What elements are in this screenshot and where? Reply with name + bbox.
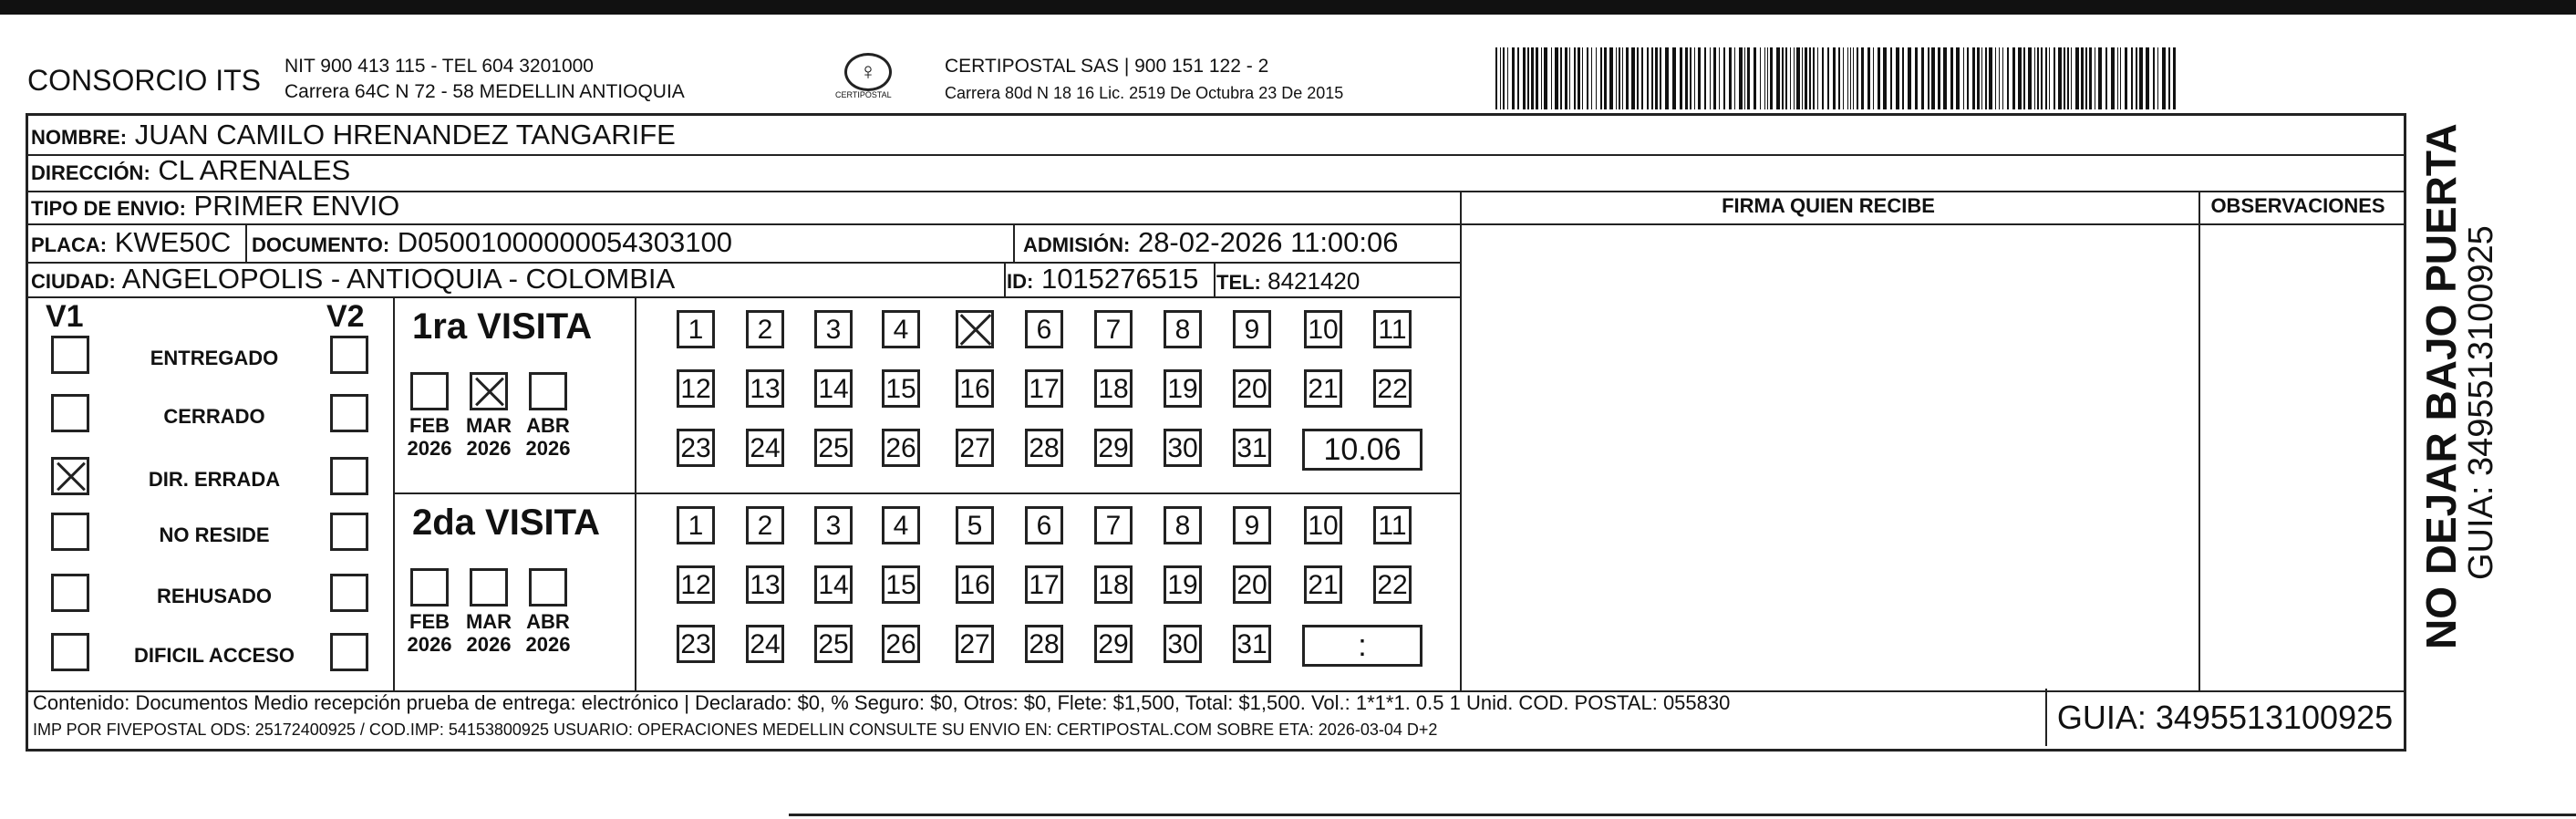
barcode-bar xyxy=(1853,47,1854,109)
month-year: 2026 xyxy=(466,633,512,656)
barcode-bar xyxy=(1817,47,1818,109)
month-label xyxy=(459,414,519,460)
barcode-bar xyxy=(2136,47,2137,109)
barcode-bar xyxy=(1747,47,1750,109)
barcode-bar xyxy=(1694,47,1695,109)
barcode-bar xyxy=(2018,47,2022,109)
day-box[interactable]: 22 xyxy=(1373,565,1412,604)
month-checkbox[interactable] xyxy=(470,372,508,410)
day-box[interactable]: 8 xyxy=(1164,506,1202,544)
barcode-bar xyxy=(1764,47,1765,109)
barcode-bar xyxy=(1754,47,1756,109)
barcode-bar xyxy=(2028,47,2032,109)
barcode-bar xyxy=(1641,47,1643,109)
barcode-bar xyxy=(1704,47,1706,109)
barcode-bar xyxy=(1680,47,1682,109)
day-box[interactable]: 26 xyxy=(882,625,920,663)
barcode-bar xyxy=(1908,47,1911,109)
barcode-bar xyxy=(2034,47,2035,109)
barcode-bar xyxy=(1989,47,1992,109)
barcode-bar xyxy=(1609,47,1613,109)
barcode-bar xyxy=(1622,47,1623,109)
barcode-bar xyxy=(1785,47,1787,109)
visit-title: 2da VISITA xyxy=(412,503,600,543)
barcode-bar xyxy=(1626,47,1629,109)
side-guia: GUIA: 3495513100925 xyxy=(2462,225,2500,580)
nit-line: NIT 900 413 115 - TEL 604 3201000 xyxy=(284,56,594,77)
barcode-bar xyxy=(1690,47,1691,109)
barcode-bar xyxy=(1698,47,1701,109)
barcode-bar xyxy=(1739,47,1743,109)
month-name: MAR xyxy=(465,610,512,633)
status-label: REHUSADO xyxy=(157,585,272,607)
barcode-bar xyxy=(2054,47,2055,109)
month-checkbox[interactable] xyxy=(529,568,567,606)
barcode-bar xyxy=(1555,47,1558,109)
month-name: ABR xyxy=(526,414,570,437)
v1-checkbox[interactable] xyxy=(51,336,89,374)
tipo-row xyxy=(31,190,399,225)
day-box[interactable]: 4 xyxy=(882,506,920,544)
barcode-bar xyxy=(1569,47,1570,109)
month-name: ABR xyxy=(526,610,570,633)
day-box[interactable]: 2 xyxy=(746,310,784,348)
day-box[interactable]: 11 xyxy=(1373,506,1412,544)
barcode-bar xyxy=(1931,47,1935,109)
barcode-bar xyxy=(1972,47,1975,109)
day-box[interactable]: 17 xyxy=(1025,369,1063,408)
barcode-bar xyxy=(2049,47,2050,109)
day-box[interactable]: 7 xyxy=(1094,506,1133,544)
barcode-bar xyxy=(1619,47,1620,109)
admision-value: 28-02-2026 11:00:06 xyxy=(1137,226,1399,258)
certipostal-line: CERTIPOSTAL SAS | 900 151 122 - 2 xyxy=(945,56,1269,77)
tel-value: 8421420 xyxy=(1267,267,1360,295)
barcode-bar xyxy=(1802,47,1803,109)
day-box[interactable]: 4 xyxy=(882,310,920,348)
ciudad-label: CIUDAD: xyxy=(31,270,116,293)
barcode-bar xyxy=(1867,47,1870,109)
barcode-bar xyxy=(1523,47,1526,109)
barcode-bar xyxy=(1560,47,1562,109)
direccion-value: CL ARENALES xyxy=(158,154,351,186)
barcode-bar xyxy=(2111,47,2115,109)
barcode-bar xyxy=(2125,47,2127,109)
barcode-bar xyxy=(1794,47,1795,109)
v1-checkbox[interactable] xyxy=(51,574,89,612)
day-box[interactable]: 18 xyxy=(1094,565,1133,604)
day-box[interactable]: 18 xyxy=(1094,369,1133,408)
day-box[interactable]: 21 xyxy=(1304,565,1342,604)
day-box[interactable]: 29 xyxy=(1094,625,1133,663)
day-box[interactable]: 28 xyxy=(1025,625,1063,663)
barcode-bar xyxy=(1813,47,1815,109)
ciudad-value: ANGELOPOLIS - ANTIOQUIA - COLOMBIA xyxy=(121,263,676,295)
month-checkbox[interactable] xyxy=(529,372,567,410)
barcode-bar xyxy=(1805,47,1807,109)
barcode-bar xyxy=(1770,47,1773,109)
barcode-bar xyxy=(1890,47,1892,109)
barcode-bar xyxy=(1744,47,1745,109)
month-checkbox[interactable] xyxy=(470,568,508,606)
month-year: 2026 xyxy=(525,633,571,656)
bottom-border xyxy=(789,814,2576,816)
barcode-bar xyxy=(1582,47,1583,109)
tipo-label: TIPO DE ENVIO: xyxy=(31,197,186,220)
barcode-bar xyxy=(2146,47,2149,109)
status-label: DIR. ERRADA xyxy=(148,468,281,491)
firma-header: FIRMA QUIEN RECIBE xyxy=(1722,194,1935,217)
barcode-bar xyxy=(1596,47,1597,109)
nombre-row xyxy=(31,119,676,154)
barcode-bar xyxy=(1967,47,1969,109)
barcode-bar xyxy=(2023,47,2025,109)
ciudad-row xyxy=(31,263,675,298)
top-border xyxy=(0,0,2576,15)
day-box[interactable]: 31 xyxy=(1233,625,1271,663)
tel-label: TEL: xyxy=(1216,271,1261,294)
barcode-bar xyxy=(2089,47,2092,109)
barcode xyxy=(1495,47,2179,109)
day-box[interactable]: 11 xyxy=(1373,310,1412,348)
barcode-bar xyxy=(2012,47,2015,109)
barcode-bar xyxy=(2117,47,2118,109)
time-box[interactable]: : xyxy=(1302,625,1422,667)
barcode-bar xyxy=(1685,47,1688,109)
barcode-bar xyxy=(1833,47,1836,109)
day-box[interactable]: 9 xyxy=(1233,506,1271,544)
v2-checkbox[interactable] xyxy=(330,513,368,551)
barcode-bar xyxy=(2120,47,2121,109)
barcode-bar xyxy=(1847,47,1848,109)
v1-checkbox[interactable] xyxy=(51,633,89,671)
barcode-bar xyxy=(1896,47,1899,109)
barcode-bar xyxy=(1647,47,1649,109)
barcode-bar xyxy=(1551,47,1552,109)
barcode-bar xyxy=(1985,47,1987,109)
month-year: 2026 xyxy=(407,437,452,460)
day-box[interactable]: 13 xyxy=(746,565,784,604)
day-box[interactable]: 19 xyxy=(1164,369,1202,408)
month-label xyxy=(518,414,578,460)
barcode-bar xyxy=(2168,47,2170,109)
barcode-bar xyxy=(1822,47,1824,109)
barcode-bar xyxy=(1760,47,1761,109)
v2-checkbox[interactable] xyxy=(330,394,368,432)
barcode-bar xyxy=(1531,47,1534,109)
day-box[interactable]: 20 xyxy=(1233,565,1271,604)
barcode-bar xyxy=(2064,47,2065,109)
barcode-bar xyxy=(1782,47,1784,109)
barcode-bar xyxy=(1861,47,1864,109)
barcode-bar xyxy=(1943,47,1947,109)
barcode-bar xyxy=(1838,47,1840,109)
day-box[interactable]: 5 xyxy=(956,506,994,544)
barcode-bar xyxy=(1857,47,1858,109)
month-name: FEB xyxy=(409,414,450,437)
month-name: FEB xyxy=(409,610,450,633)
admision-row xyxy=(1023,226,1399,262)
placa-row xyxy=(31,226,231,262)
barcode-bar xyxy=(2105,47,2107,109)
month-label xyxy=(399,414,460,460)
barcode-bar xyxy=(1809,47,1811,109)
day-box[interactable]: 6 xyxy=(1025,506,1063,544)
v2-header: V2 xyxy=(326,299,365,334)
barcode-bar xyxy=(1604,47,1607,109)
barcode-bar xyxy=(1956,47,1960,109)
barcode-bar xyxy=(1883,47,1887,109)
id-row xyxy=(1007,263,1198,298)
barcode-bar xyxy=(1790,47,1791,109)
id-value: 1015276515 xyxy=(1040,263,1199,295)
month-year: 2026 xyxy=(407,633,452,656)
barcode-bar xyxy=(1873,47,1874,109)
barcode-bar xyxy=(1938,47,1940,109)
time-box[interactable]: 10.06 xyxy=(1302,429,1422,471)
barcode-bar xyxy=(1963,47,1964,109)
day-box[interactable]: 2 xyxy=(746,506,784,544)
day-box[interactable]: 27 xyxy=(956,429,994,467)
barcode-bar xyxy=(2037,47,2039,109)
day-box[interactable]: 31 xyxy=(1233,429,1271,467)
barcode-bar xyxy=(1578,47,1580,109)
barcode-bar xyxy=(1587,47,1588,109)
barcode-bar xyxy=(1503,47,1505,109)
day-box[interactable]: 15 xyxy=(882,369,920,408)
barcode-bar xyxy=(1719,47,1720,109)
status-label: DIFICIL ACCESO xyxy=(133,644,295,667)
barcode-bar xyxy=(2041,47,2043,109)
barcode-bar xyxy=(1631,47,1635,109)
day-box[interactable]: 17 xyxy=(1025,565,1063,604)
day-box[interactable]: 8 xyxy=(1164,310,1202,348)
certipostal-logo-icon: ♀ xyxy=(844,53,892,91)
barcode-bar xyxy=(1999,47,2000,109)
status-label: CERRADO xyxy=(163,405,265,428)
day-box[interactable]: 12 xyxy=(677,565,715,604)
barcode-bar xyxy=(2081,47,2084,109)
day-box[interactable]: 28 xyxy=(1025,429,1063,467)
day-box[interactable]: 23 xyxy=(677,429,715,467)
barcode-bar xyxy=(1616,47,1617,109)
day-box[interactable]: 23 xyxy=(677,625,715,663)
barcode-bar xyxy=(2098,47,2102,109)
day-box[interactable]: 16 xyxy=(956,369,994,408)
barcode-bar xyxy=(1672,47,1676,109)
day-box[interactable]: 1 xyxy=(677,310,715,348)
barcode-bar xyxy=(2002,47,2003,109)
day-box[interactable] xyxy=(956,310,994,348)
day-box[interactable]: 14 xyxy=(814,565,853,604)
direccion-label: DIRECCIÓN: xyxy=(31,161,150,184)
barcode-bar xyxy=(1544,47,1547,109)
visit-title: 1ra VISITA xyxy=(412,306,593,347)
barcode-bar xyxy=(1915,47,1918,109)
v2-checkbox[interactable] xyxy=(330,457,368,495)
barcode-bar xyxy=(1527,47,1529,109)
v2-checkbox[interactable] xyxy=(330,336,368,374)
day-box[interactable]: 29 xyxy=(1094,429,1133,467)
barcode-bar xyxy=(2007,47,2009,109)
day-box[interactable]: 1 xyxy=(677,506,715,544)
contenido-line: Contenido: Documentos Medio recepción prueba de entrega: electrónico | Declarado: $0, % Seguro: $0, Otros: $0, Flete: $1,500, Total: $1,500. Vol.: 1*1*1. 0.5 1 Unid. COD. POSTAL: 055830 xyxy=(33,691,1731,714)
barcode-bar xyxy=(1637,47,1639,109)
observaciones-header: OBSERVACIONES xyxy=(2210,194,2385,217)
barcode-bar xyxy=(1928,47,1929,109)
day-box[interactable]: 6 xyxy=(1025,310,1063,348)
day-box[interactable]: 9 xyxy=(1233,310,1271,348)
barcode-bar xyxy=(2131,47,2133,109)
barcode-bar xyxy=(2085,47,2087,109)
barcode-bar xyxy=(1776,47,1780,109)
barcode-bar xyxy=(1500,47,1501,109)
documento-label: DOCUMENTO: xyxy=(252,233,390,256)
barcode-bar xyxy=(1902,47,1904,109)
barcode-bar xyxy=(2067,47,2069,109)
month-name: MAR xyxy=(465,414,512,437)
no-dejar-warning: NO DEJAR BAJO PUERTA xyxy=(2417,123,2465,649)
barcode-bar xyxy=(2139,47,2143,109)
barcode-bar xyxy=(2173,47,2176,109)
month-checkbox[interactable] xyxy=(410,372,449,410)
month-label xyxy=(399,610,460,656)
barcode-bar xyxy=(1723,47,1725,109)
id-label: ID: xyxy=(1007,270,1034,293)
documento-row xyxy=(252,226,732,262)
day-box[interactable]: 20 xyxy=(1233,369,1271,408)
day-box[interactable]: 25 xyxy=(814,429,853,467)
barcode-bar xyxy=(1655,47,1658,109)
documento-value: D05001000000054303100 xyxy=(397,226,732,258)
admision-label: ADMISIÓN: xyxy=(1023,233,1131,256)
day-box[interactable]: 26 xyxy=(882,429,920,467)
month-year: 2026 xyxy=(466,437,512,460)
barcode-bar xyxy=(1591,47,1592,109)
barcode-bar xyxy=(1512,47,1515,109)
barcode-bar xyxy=(1565,47,1567,109)
barcode-bar xyxy=(1536,47,1538,109)
barcode-bar xyxy=(1713,47,1716,109)
day-box[interactable]: 3 xyxy=(814,506,853,544)
day-box[interactable]: 25 xyxy=(814,625,853,663)
barcode-bar xyxy=(1541,47,1542,109)
company-name: CONSORCIO ITS xyxy=(27,64,262,97)
day-box[interactable]: 21 xyxy=(1304,369,1342,408)
status-label: NO RESIDE xyxy=(159,524,270,546)
day-box[interactable]: 12 xyxy=(677,369,715,408)
barcode-bar xyxy=(2075,47,2079,109)
barcode-bar xyxy=(1665,47,1669,109)
barcode-bar xyxy=(1734,47,1735,109)
day-box[interactable]: 10 xyxy=(1304,310,1342,348)
month-year: 2026 xyxy=(525,437,571,460)
day-box[interactable]: 22 xyxy=(1373,369,1412,408)
day-box[interactable]: 27 xyxy=(956,625,994,663)
barcode-bar xyxy=(1950,47,1953,109)
logo-text: CERTIPOSTAL xyxy=(835,90,892,99)
month-checkbox[interactable] xyxy=(410,568,449,606)
v1-checkbox[interactable] xyxy=(51,513,89,551)
month-label xyxy=(459,610,519,656)
barcode-bar xyxy=(1843,47,1844,109)
barcode-bar xyxy=(1651,47,1653,109)
day-box[interactable]: 10 xyxy=(1304,506,1342,544)
barcode-bar xyxy=(1827,47,1829,109)
status-label: ENTREGADO xyxy=(150,347,279,369)
barcode-bar xyxy=(2157,47,2158,109)
barcode-bar xyxy=(1495,47,1497,109)
barcode-bar xyxy=(1796,47,1800,109)
imp-line: IMP POR FIVEPOSTAL ODS: 25172400925 / COD.IMP: 54153800925 USUARIO: OPERACIONES MEDELLIN CONSULTE SU ENVIO EN: CERTIPOSTAL.COM SOBRE ETA: 2026-03-04 D+2 xyxy=(33,721,1438,739)
day-box[interactable]: 13 xyxy=(746,369,784,408)
barcode-bar xyxy=(2162,47,2166,109)
nombre-label: NOMBRE: xyxy=(31,126,128,149)
day-box[interactable]: 14 xyxy=(814,369,853,408)
tel-row xyxy=(1216,264,1360,299)
month-label xyxy=(518,610,578,656)
day-box[interactable]: 30 xyxy=(1164,625,1202,663)
v2-checkbox[interactable] xyxy=(330,633,368,671)
certipostal-license: Carrera 80d N 18 16 Lic. 2519 De Octubra 23 De 2015 xyxy=(945,84,1344,102)
barcode-bar xyxy=(2153,47,2155,109)
barcode-bar xyxy=(1921,47,1924,109)
direccion-row xyxy=(31,154,350,190)
barcode-bar xyxy=(1981,47,1982,109)
v1-checkbox[interactable] xyxy=(51,394,89,432)
day-box[interactable]: 30 xyxy=(1164,429,1202,467)
barcode-bar xyxy=(1660,47,1661,109)
barcode-bar xyxy=(1574,47,1576,109)
day-box[interactable]: 24 xyxy=(746,429,784,467)
barcode-bar xyxy=(1600,47,1602,109)
address-line: Carrera 64C N 72 - 58 MEDELLIN ANTIOQUIA xyxy=(284,81,685,102)
guia-footer: GUIA: 3495513100925 xyxy=(2045,689,2403,746)
day-box[interactable]: 3 xyxy=(814,310,853,348)
barcode-bar xyxy=(1710,47,1711,109)
day-box[interactable]: 15 xyxy=(882,565,920,604)
barcode-bar xyxy=(2071,47,2072,109)
day-box[interactable]: 16 xyxy=(956,565,994,604)
placa-value: KWE50C xyxy=(114,226,232,258)
v2-checkbox[interactable] xyxy=(330,574,368,612)
v1-checkbox[interactable] xyxy=(51,457,89,495)
barcode-bar xyxy=(1767,47,1768,109)
tipo-value: PRIMER ENVIO xyxy=(193,190,400,222)
barcode-bar xyxy=(1517,47,1519,109)
barcode-bar xyxy=(1507,47,1508,109)
day-box[interactable]: 24 xyxy=(746,625,784,663)
day-box[interactable]: 7 xyxy=(1094,310,1133,348)
barcode-bar xyxy=(1995,47,1996,109)
nombre-value: JUAN CAMILO HRENANDEZ TANGARIFE xyxy=(134,119,676,150)
barcode-bar xyxy=(2058,47,2062,109)
v1-header: V1 xyxy=(46,299,84,334)
barcode-bar xyxy=(1878,47,1880,109)
placa-label: PLACA: xyxy=(31,233,108,256)
barcode-bar xyxy=(2045,47,2047,109)
day-box[interactable]: 19 xyxy=(1164,565,1202,604)
barcode-bar xyxy=(1850,47,1851,109)
barcode-bar xyxy=(1977,47,1980,109)
barcode-bar xyxy=(1729,47,1732,109)
